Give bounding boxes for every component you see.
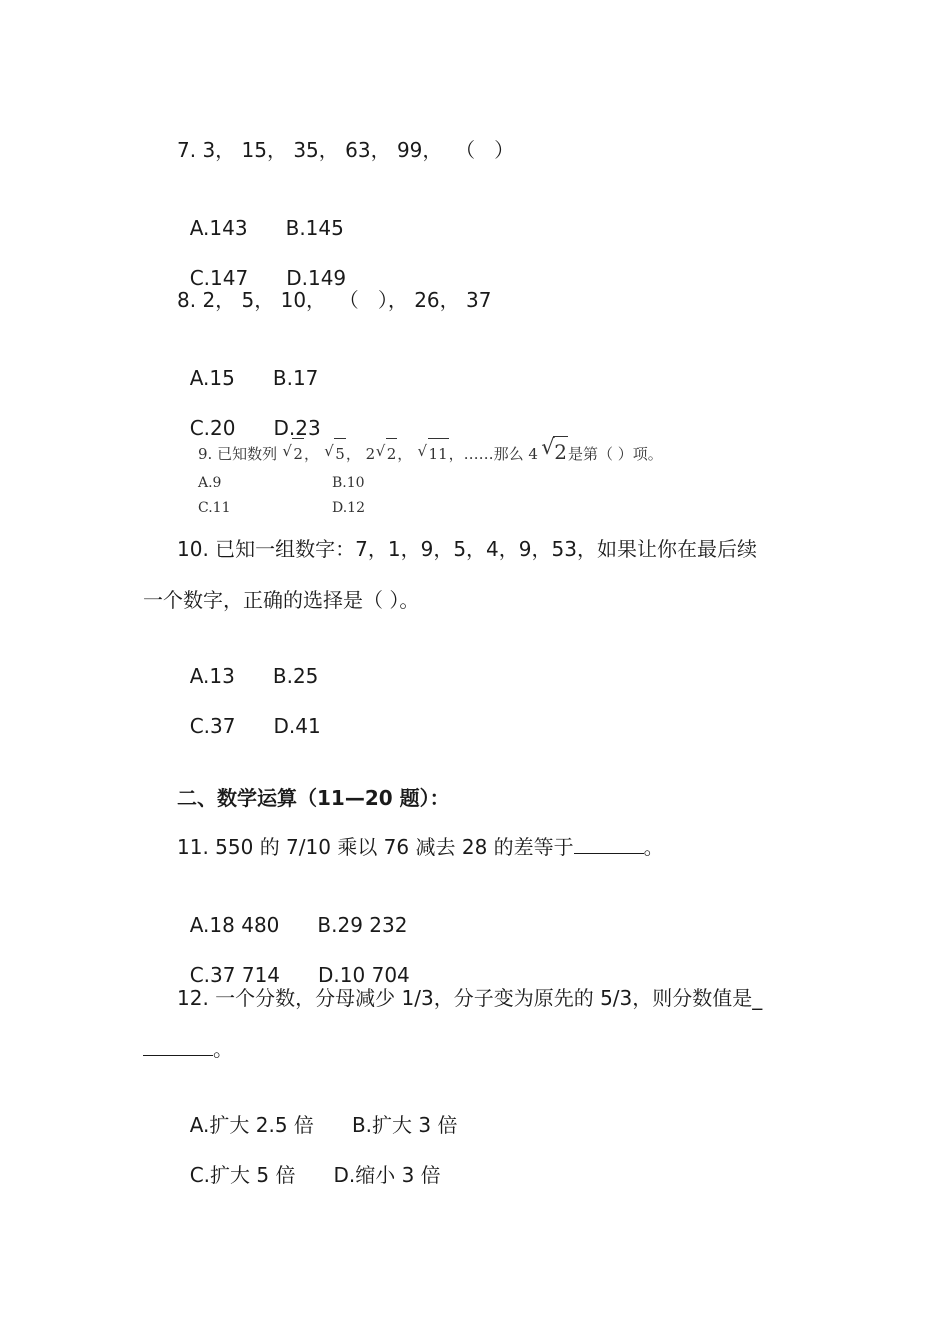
q10-stem-line1: 10. 已知一组数字：7，1，9，5，4，9，53，如果让你在最后续 (177, 537, 757, 561)
q8-option-c[interactable]: C.20 (189, 416, 236, 440)
q9-term-4: √ 11 (428, 438, 449, 469)
q11-option-d[interactable]: D.10 704 (318, 963, 410, 987)
q9-suffix: 是第（ ）项。 (568, 445, 663, 463)
q10-option-b[interactable]: B.25 (272, 664, 319, 688)
q7-stem: 7. 3， 15， 35， 63， 99， （ ） (177, 138, 515, 162)
q11-option-b[interactable]: B.29 232 (317, 913, 408, 937)
q10-options-row1 (177, 634, 318, 690)
q11-options-row2 (177, 933, 410, 989)
q7-option-c[interactable]: C.147 (189, 266, 249, 290)
q7-option-d[interactable]: D.149 (286, 266, 347, 290)
q9-mid: ……那么 4 (463, 445, 538, 463)
q9-image-block (198, 430, 758, 520)
q7-options-row1 (177, 186, 344, 242)
q7-options-row2 (177, 236, 346, 292)
q11-answer-blank (574, 835, 644, 854)
q12-option-b[interactable]: B.扩大 3 倍 (351, 1113, 458, 1137)
q11-stem-end: 。 (643, 835, 664, 859)
q9-target: √ 2 (553, 436, 568, 467)
q8-option-b[interactable]: B.17 (272, 366, 319, 390)
q12-option-c[interactable]: C.扩大 5 倍 (189, 1163, 296, 1187)
q11-options-row1 (177, 883, 407, 939)
q11-option-a[interactable]: A.18 480 (189, 913, 280, 937)
q9-option-b[interactable]: B.10 (332, 475, 365, 491)
section-heading: 二、数学运算（11—20 题）： (177, 786, 450, 810)
q9-prefix: 9. 已知数列 (198, 445, 278, 463)
q8-options-row1 (177, 336, 318, 392)
q10-options-row2 (177, 684, 321, 740)
q11-option-c[interactable]: C.37 714 (189, 963, 281, 987)
q9-stem: 9. 已知数列 √ 2， √ 5， 2 √ 2， √ 11，……那么 4 √ 2是第（ ）项。 (198, 436, 663, 469)
q10-option-c[interactable]: C.37 (189, 714, 236, 738)
q9-option-d[interactable]: D.12 (332, 500, 365, 516)
q8-option-d[interactable]: D.23 (273, 416, 321, 440)
q10-option-a[interactable]: A.13 (189, 664, 235, 688)
q10-stem-line2: 一个数字，正确的选择是（ ）。 (143, 588, 420, 612)
q9-term-3-coef: 2 (365, 445, 376, 463)
q7-option-a[interactable]: A.143 (189, 216, 248, 240)
q9-term-1: √ 2 (292, 438, 304, 469)
q11-stem: 11. 550 的 7/10 乘以 76 减去 28 的差等于 (177, 835, 574, 859)
q9-option-a[interactable]: A.9 (198, 475, 222, 491)
q11-stem-line (177, 833, 664, 861)
q12-options-row2 (177, 1133, 441, 1189)
q9-term-3: √ 2 (386, 438, 398, 469)
q10-option-d[interactable]: D.41 (273, 714, 321, 738)
q12-stem-end: 。 (213, 1037, 233, 1061)
q12-answer-blank (143, 1037, 213, 1056)
q12-options-row1 (177, 1083, 457, 1139)
q12-stem-line1: 12. 一个分数，分母减少 1/3，分子变为原先的 5/3，则分数值是_ (177, 986, 763, 1010)
q8-option-a[interactable]: A.15 (189, 366, 235, 390)
q8-stem: 8. 2， 5， 10， （ ）， 26， 37 (177, 288, 492, 312)
q12-option-d[interactable]: D.缩小 3 倍 (333, 1163, 441, 1187)
q12-stem-line2 (143, 1035, 233, 1063)
q12-option-a[interactable]: A.扩大 2.5 倍 (189, 1113, 314, 1137)
q9-option-c[interactable]: C.11 (198, 500, 231, 516)
q9-term-2: √ 5 (334, 438, 346, 469)
q7-option-b[interactable]: B.145 (285, 216, 344, 240)
